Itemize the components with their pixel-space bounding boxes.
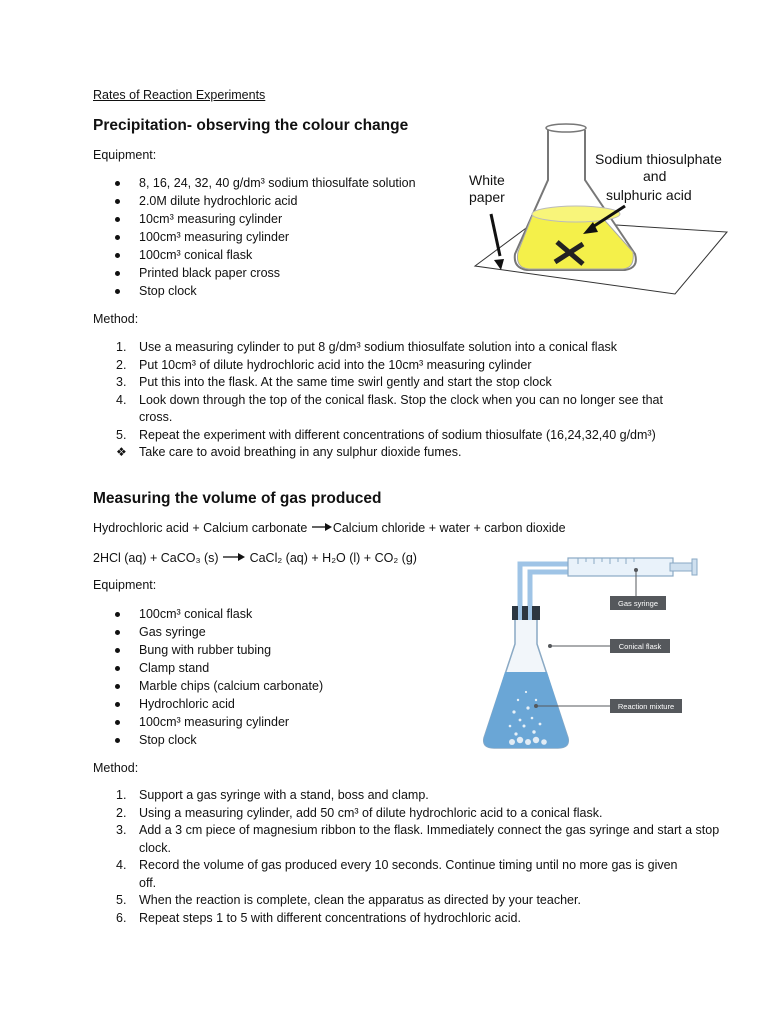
method-step — [93, 339, 699, 357]
list-item: 100cm³ measuring cylinder — [93, 713, 323, 731]
step-text: When the reaction is complete, clean the apparatus as directed by your teacher. — [139, 893, 581, 907]
step-number: 4. — [116, 392, 127, 407]
syringe-barrel — [568, 558, 673, 576]
step-text: Record the volume of gas produced every 10 seconds. Continue timing until no more gas is given off. — [139, 858, 678, 890]
list-item: Printed black paper cross — [93, 264, 416, 282]
step-number: 4. — [116, 858, 127, 872]
gas-method-label: Method: — [93, 761, 139, 775]
step-text: Use a measuring cylinder to put 8 g/dm³ sodium thiosulfate solution into a conical flask — [139, 340, 618, 354]
list-item: 100cm³ conical flask — [93, 605, 323, 623]
step-number: 5. — [116, 893, 127, 907]
method-step — [93, 392, 669, 427]
syringe-plunger — [670, 563, 692, 571]
precipitation-flask-diagram — [465, 122, 745, 300]
solution-surface — [532, 206, 620, 222]
gas-heading: Measuring the volume of gas produced — [93, 490, 382, 507]
list-item: 2.0M dilute hydrochloric acid — [93, 192, 416, 210]
document-title: Rates of Reaction Experiments — [93, 88, 266, 102]
step-text: Take care to avoid breathing in any sulphur dioxide fumes. — [139, 445, 462, 459]
word-equation — [93, 521, 566, 535]
gas-equipment-list — [93, 605, 323, 749]
list-item: Stop clock — [93, 731, 323, 749]
method-step — [93, 787, 699, 805]
method-step — [93, 892, 699, 910]
gas-method-list — [93, 787, 729, 927]
step-number: 3. — [116, 375, 127, 389]
white-paper-label: paper — [469, 189, 505, 205]
step-number: 2. — [116, 357, 127, 372]
list-item: Clamp stand — [93, 659, 323, 677]
precipitation-equipment-list — [93, 174, 416, 300]
solution-label: sulphuric acid — [606, 187, 692, 203]
method-step — [93, 805, 699, 823]
bung — [512, 606, 540, 620]
step-text: Put this into the flask. At the same time swirl gently and start the stop clock — [139, 375, 552, 389]
step-text: Add a 3 cm piece of magnesium ribbon to the flask. Immediately connect the gas syringe and start a stop clock. — [139, 823, 720, 855]
precipitation-equipment-label: Equipment: — [93, 148, 157, 162]
reaction-mixture-label: Reaction mixture — [617, 702, 675, 711]
gas-syringe-diagram — [470, 550, 710, 756]
list-item: 10cm³ measuring cylinder — [93, 210, 416, 228]
rubber-tubing — [530, 572, 570, 608]
list-item: Hydrochloric acid — [93, 695, 323, 713]
reaction-arrow-icon — [311, 522, 333, 532]
precipitation-method-list — [93, 339, 699, 462]
method-step — [93, 857, 679, 892]
step-text: Using a measuring cylinder, add 50 cm³ of dilute hydrochloric acid to a conical flask. — [139, 805, 603, 820]
conical-flask-label: Conical flask — [618, 642, 662, 651]
list-item: 100cm³ measuring cylinder — [93, 228, 416, 246]
white-paper-label: White — [469, 172, 505, 188]
solution-label: Sodium thiosulphate — [595, 151, 722, 167]
step-text: Repeat the experiment with different concentrations of sodium thiosulfate (16,24,32,40 g/dm³) — [139, 427, 656, 442]
symbol-equation-reactants: 2HCl (aq) + CaCO₃ (s) — [93, 551, 219, 565]
warning-icon: ❖ — [116, 445, 127, 459]
bung-tube — [528, 606, 532, 620]
list-item: 100cm³ conical flask — [93, 246, 416, 264]
step-text: Put 10cm³ of dilute hydrochloric acid into the 10cm³ measuring cylinder — [139, 357, 532, 372]
step-number: 3. — [116, 823, 127, 837]
step-number: 1. — [116, 788, 127, 802]
step-text: Look down through the top of the conical flask. Stop the clock when you can no longer see that cross. — [139, 392, 663, 424]
symbol-equation-products: CaCl₂ (aq) + H₂O (l) + CO₂ (g) — [249, 551, 417, 565]
reaction-mixture-liquid — [484, 672, 569, 748]
reaction-arrow-icon — [222, 552, 246, 562]
method-step — [93, 910, 699, 928]
step-text: Support a gas syringe with a stand, boss and clamp. — [139, 788, 429, 802]
flask-rim — [546, 124, 586, 132]
paper-arrow-line — [491, 214, 500, 256]
word-equation-products: Calcium chloride + water + carbon dioxide — [332, 521, 566, 535]
list-item: Marble chips (calcium carbonate) — [93, 677, 323, 695]
bung-tube — [518, 606, 522, 620]
list-item: Bung with rubber tubing — [93, 641, 323, 659]
method-step — [93, 374, 699, 392]
step-text: Repeat steps 1 to 5 with different concentrations of hydrochloric acid. — [139, 910, 521, 925]
step-number: 1. — [116, 340, 127, 354]
step-number: 5. — [116, 427, 127, 442]
solution-label: and — [643, 168, 667, 184]
list-item: Stop clock — [93, 282, 416, 300]
method-step — [93, 822, 729, 857]
method-step — [93, 444, 699, 462]
gas-equipment-label: Equipment: — [93, 578, 157, 592]
method-step — [93, 357, 699, 375]
symbol-equation — [93, 551, 417, 565]
step-number: 6. — [116, 910, 127, 925]
list-item: Gas syringe — [93, 623, 323, 641]
method-step — [93, 427, 659, 445]
list-item: 8, 16, 24, 32, 40 g/dm³ sodium thiosulfate solution — [93, 174, 416, 192]
precipitation-heading: Precipitation- observing the colour change — [93, 117, 409, 134]
step-number: 2. — [116, 805, 127, 820]
word-equation-reactants: Hydrochloric acid + Calcium carbonate — [93, 521, 308, 535]
gas-syringe-label: Gas syringe — [617, 599, 659, 608]
precipitation-method-label: Method: — [93, 312, 139, 326]
syringe-handle — [692, 559, 697, 575]
